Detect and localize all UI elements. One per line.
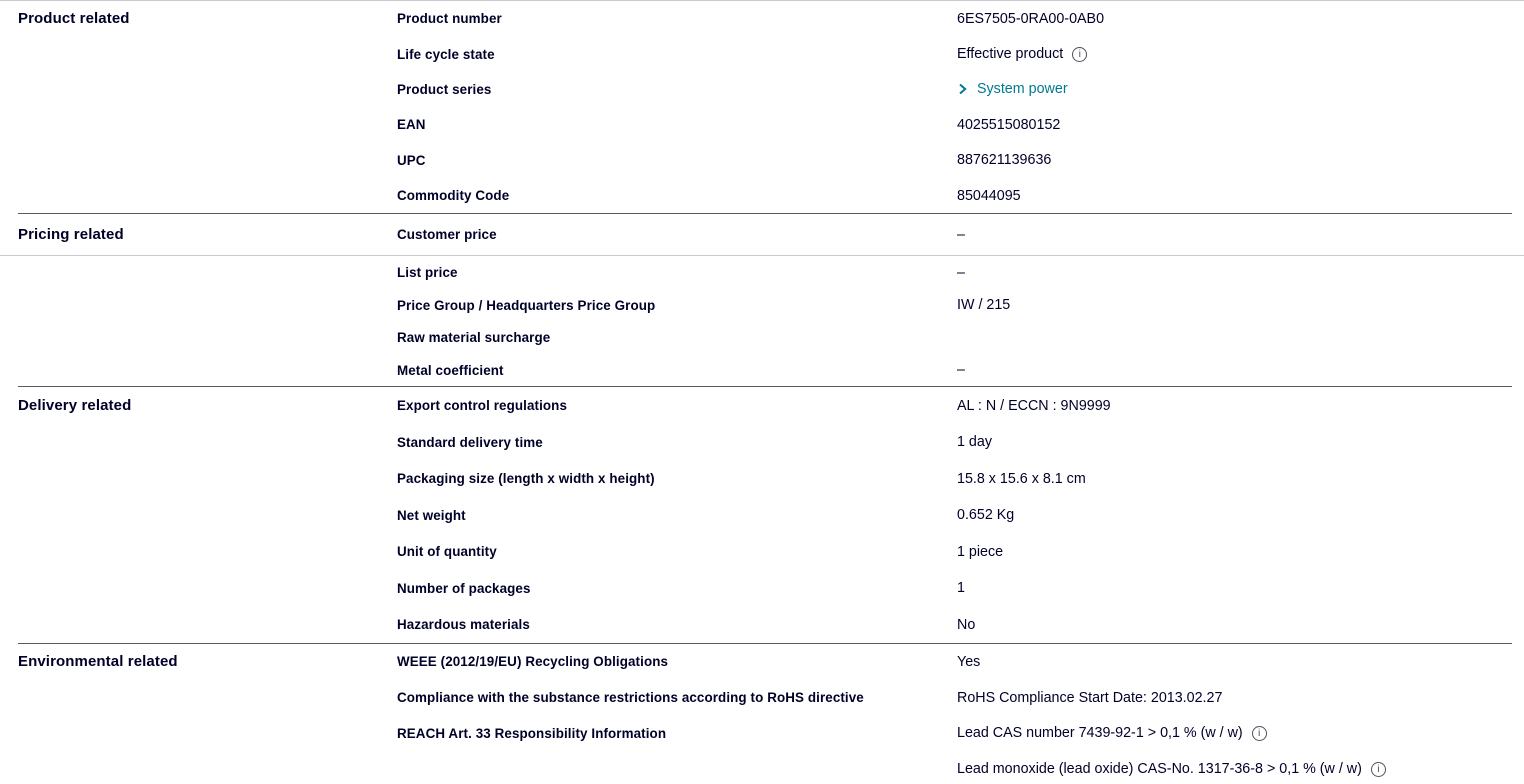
field-label: Unit of quantity [397,544,497,560]
field-label: WEEE (2012/19/EU) Recycling Obligations [397,654,669,670]
table-row [0,680,1524,716]
field-value-line [957,117,1514,133]
field-value-line [957,544,1514,560]
field-value-line [957,507,1514,523]
field-value-line [957,152,1514,168]
field-label: Product series [397,81,492,97]
table-row [0,256,1524,289]
field-label: Metal coefficient [397,362,504,378]
field-value-line [957,46,1514,62]
table-row [0,107,1524,142]
value-text: 1 piece [957,543,1004,560]
field-value [957,152,1524,168]
field-label: Life cycle state [397,46,495,62]
field-value [957,617,1524,633]
field-value [957,46,1524,62]
field-value-line [957,434,1514,450]
value-text: 85044095 [957,187,1021,204]
field-value [957,471,1524,487]
field-label: Customer price [397,227,497,243]
field-value-line [957,188,1514,204]
field-value [957,297,1524,313]
field-value [957,654,1524,670]
field-value [957,434,1524,450]
chevron-right-icon [957,83,968,95]
value-text: Effective product [957,46,1064,63]
field-value [957,227,1524,243]
table-row [0,36,1524,71]
field-value-line [957,265,1514,281]
field-value-line [957,362,1514,378]
table-row [0,354,1524,387]
table-row [0,289,1524,322]
table-row [0,715,1524,784]
field-label: Product number [397,11,502,27]
section-title: Delivery related [18,397,132,415]
value-text: AL : N / ECCN : 9N9999 [957,397,1111,414]
info-icon[interactable]: i [1252,726,1267,741]
field-value-line [957,471,1514,487]
value-text: RoHS Compliance Start Date: 2013.02.27 [957,689,1223,706]
value-text: 4025515080152 [957,116,1061,133]
field-value [957,362,1524,378]
field-label: Commodity Code [397,188,510,204]
section-delivery-related [0,387,1524,643]
section-title: Product related [18,10,130,28]
field-label: Net weight [397,507,466,523]
field-value-line [957,11,1514,27]
field-value-line [957,81,1514,97]
field-value [957,715,1524,784]
section-title: Pricing related [18,226,124,244]
table-row [0,460,1524,497]
field-label: REACH Art. 33 Responsibility Information [397,725,667,741]
table-row [0,497,1524,534]
field-value [957,188,1524,204]
field-label: EAN [397,117,426,133]
link-label: System power [977,81,1068,98]
field-value [957,117,1524,133]
field-value-line [957,297,1514,313]
field-value [957,580,1524,596]
product-series-link[interactable] [957,81,1068,97]
table-row [0,644,1524,680]
field-value-line [957,398,1514,414]
section-title: Environmental related [18,653,178,671]
field-value-line [957,227,1514,243]
field-label: Number of packages [397,580,531,596]
field-value-line [957,580,1514,596]
field-label: Packaging size (length x width x height) [397,471,655,487]
field-label: UPC [397,152,426,168]
value-text: 0.652 Kg [957,507,1015,524]
section-pricing-related [0,214,1524,386]
field-value-line [957,654,1514,670]
value-text: 1 [957,580,965,597]
field-value [957,690,1524,706]
field-label: List price [397,265,458,281]
field-value-line [957,715,1514,751]
table-row [0,533,1524,570]
value-text: 887621139636 [957,152,1052,169]
section-environmental-related [0,644,1524,784]
value-text: – [957,362,965,379]
table-row [0,143,1524,178]
field-value [957,544,1524,560]
table-row [0,321,1524,354]
field-value [957,81,1524,97]
field-value [957,265,1524,281]
field-value [957,507,1524,523]
info-icon[interactable]: i [1371,762,1386,777]
value-text: No [957,616,976,633]
table-row [0,570,1524,607]
table-row [0,214,1524,255]
value-text: – [957,264,965,281]
table-row [0,424,1524,461]
table-row [0,1,1524,36]
field-label: Standard delivery time [397,434,543,450]
value-text: 15.8 x 15.6 x 8.1 cm [957,470,1086,487]
field-value [957,398,1524,414]
field-label: Hazardous materials [397,617,530,633]
table-row [0,178,1524,213]
field-value-line [957,751,1514,784]
field-label: Export control regulations [397,398,567,414]
value-text: Yes [957,653,981,670]
value-text: 1 day [957,434,992,451]
field-value [957,11,1524,27]
section-product-related [0,1,1524,213]
value-text: 6ES7505-0RA00-0AB0 [957,10,1105,27]
table-row [0,72,1524,107]
table-row [0,606,1524,643]
value-text: Lead CAS number 7439-92-1 > 0,1 % (w / w) [957,725,1243,742]
field-value-line [957,690,1514,706]
info-icon[interactable]: i [1072,47,1087,62]
field-label: Compliance with the substance restrictions according to RoHS directive [397,690,864,706]
value-text: – [957,226,965,243]
field-value-line [957,617,1514,633]
field-label: Raw material surcharge [397,330,551,346]
field-label: Price Group / Headquarters Price Group [397,297,656,313]
value-text: IW / 215 [957,297,1011,314]
value-text: Lead monoxide (lead oxide) CAS-No. 1317-36-8 > 0,1 % (w / w) [957,761,1362,778]
table-row [0,387,1524,424]
